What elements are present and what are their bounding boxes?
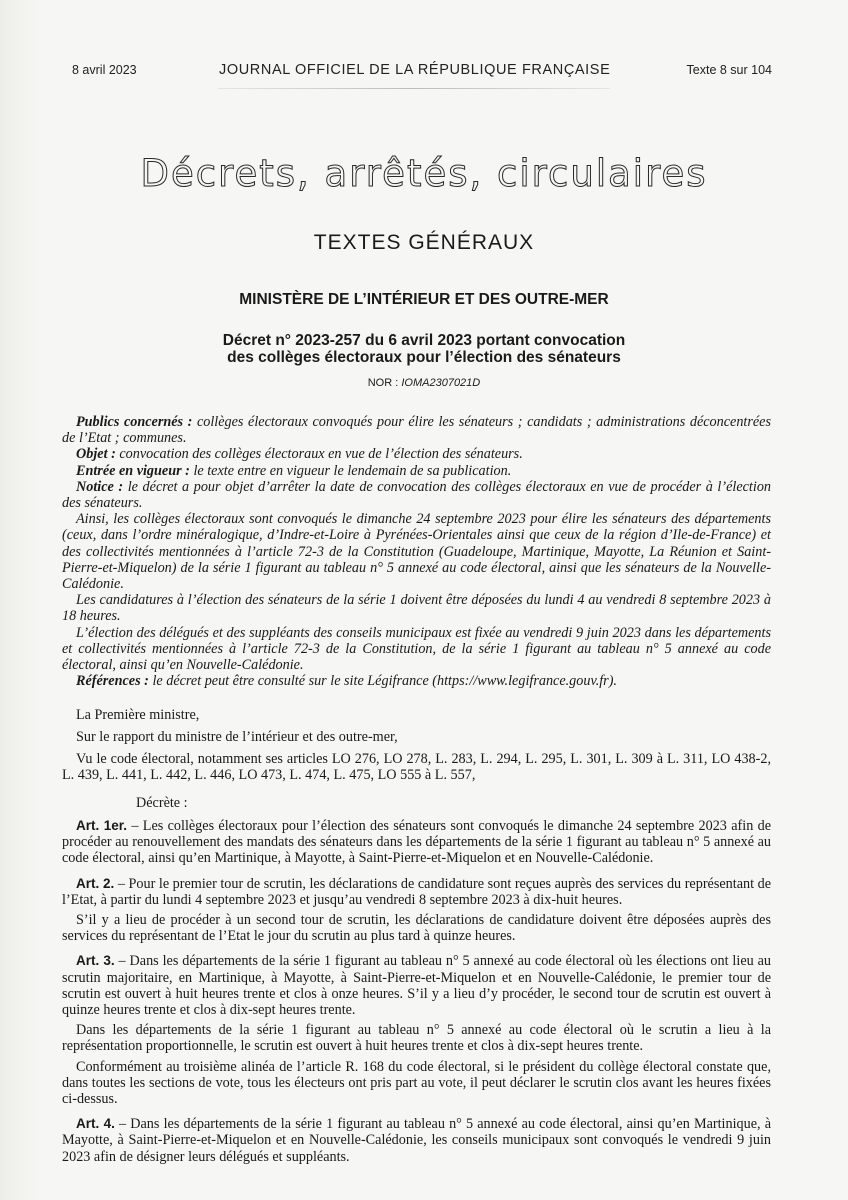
summary-publics [62, 414, 771, 446]
article-3-label: Art. 3. [76, 953, 115, 969]
article-3-text: – Dans les départements de la série 1 figurant au tableau n° 5 annexé au code électoral où les élections ont lieu au scrutin majoritaire, en Martinique, à Mayotte, à Saint-Pierre-et-Miquelon et en Nouvelle-Calédonie, le premier tour de scrutin est ouvert à huit heures trente et clos à onze heures. S’il y a lieu d’y procéder, le second tour de scrutin est ouvert à quinze heures trente et clos à dix-sept heures trente. [62, 953, 771, 1019]
objet-text: convocation des collèges électoraux en vue de l’élection des sénateurs. [115, 446, 523, 463]
summary-election: L’élection des délégués et des suppléants des conseils municipaux est fixée au vendredi 9 juin 2023 dans les départements et collectivités mentionnées à l’article 72-3 de la Constitution, de la série 1 figurant au tableau n° 5 annexé au code électoral, ainsi qu’en Nouvelle-Calédonie. [62, 624, 771, 674]
preamble [62, 707, 771, 783]
article-2 [62, 876, 771, 908]
article-3-paragraph-2: Dans les départements de la série 1 figurant au tableau n° 5 annexé au code électoral où le scrutin a lieu à la représentation proportionnelle, le scrutin est ouvert à huit heures trente et clos à dix-sept heures trente. [62, 1022, 771, 1055]
header-journal-title: JOURNAL OFFICIEL DE LA RÉPUBLIQUE FRANÇAISE [219, 62, 611, 78]
summary-objet [62, 446, 771, 462]
publics-label: Publics concernés : [76, 414, 193, 430]
summary-references [62, 673, 771, 689]
preamble-premiere: La Première ministre, [76, 707, 200, 723]
decree-title [0, 332, 848, 366]
summary-notice [62, 479, 771, 511]
entree-text: le texte entre en vigueur le lendemain de sa publication. [189, 462, 512, 479]
textes-generaux-heading: TEXTES GÉNÉRAUX [313, 231, 535, 254]
article-3 [62, 953, 771, 1018]
decree-summary [62, 414, 771, 689]
references-text: le décret peut être consulté sur le site Légifrance (https://www.legifrance.gouv.fr). [148, 673, 617, 690]
decree-title-line1: Décret n° 2023-257 du 6 avril 2023 portant convocation [222, 332, 626, 349]
publics-text: collèges électoraux convoqués pour élire les sénateurs ; candidats ; administrations déconcentrées de l’Etat ; communes. [62, 414, 771, 447]
summary-entree [62, 463, 771, 479]
summary-ainsi: Ainsi, les collèges électoraux sont convoqués le dimanche 24 septembre 2023 pour élire les sénateurs des départements (ceux, dans l’ordre minéralogique, d’Indre-et-Loire à Pyrénées-Orientales ainsi que ceux de la région d’Ile-de-France) et des collectivités mentionnées à l’article 72-3 de la Constitution (Guadeloupe, Martinique, Mayotte, La Réunion et Saint-Pierre-et-Miquelon) de la série 1 figurant au tableau n° 5 annexé au code électoral, ainsi que les sénateurs de la Nouvelle-Calédonie. [62, 511, 771, 593]
articles [62, 818, 771, 1165]
objet-label: Objet : [76, 446, 116, 463]
ministry-heading: MINISTÈRE DE L’INTÉRIEUR ET DES OUTRE-MER [239, 291, 609, 308]
header-page-number: Texte 8 sur 104 [686, 63, 772, 77]
header-date: 8 avril 2023 [72, 63, 137, 77]
nor-reference [0, 377, 848, 389]
notice-text: le décret a pour objet d’arrêter la date de convocation des collèges électoraux en vue de procéder à l’élection des sénateurs. [62, 478, 772, 512]
article-1 [62, 818, 771, 867]
section-title: Décrets, arrêtés, circulaires [140, 152, 708, 195]
article-2-paragraph-2: S’il y a lieu de procéder à un second tour de scrutin, les déclarations de candidature doivent être déposées auprès des services du représentant de l’Etat le jour du scrutin au plus tard à quinze heures. [62, 912, 771, 945]
article-3-paragraph-3: Conformément au troisième alinéa de l’article R. 168 du code électoral, si le président du collège électoral constate que, dans toutes les sections de vote, tous les électeurs ont pris part au vote, il peut déclarer le scrutin clos avant les heures fixées ci-dessus. [62, 1058, 771, 1108]
article-4-text: – Dans les départements de la série 1 figurant au tableau n° 5 annexé au code électoral, ainsi qu’en Martinique, à Mayotte, à Saint-Pierre-et-Miquelon et en Nouvelle-Calédonie, les conseils municipaux sont convoqués le vendredi 9 juin 2023 afin de désigner leurs délégués et suppléants. [62, 1116, 772, 1165]
article-2-text: – Pour le premier tour de scrutin, les déclarations de candidature sont reçues auprès des services du représentant de l’Etat, à partir du lundi 4 septembre 2023 et jusqu’au vendredi 8 septembre 2023 à dix-huit heures. [62, 875, 771, 908]
article-1-label: Art. 1er. [76, 818, 128, 833]
notice-label: Notice : [76, 478, 124, 495]
decree-title-line2: des collèges électoraux pour l’élection des sénateurs [227, 349, 621, 366]
decrete-label: Décrète : [136, 795, 188, 811]
preamble-vu: Vu le code électoral, notamment ses articles LO 276, LO 278, L. 283, L. 294, L. 295, L. 301, L. 309 à L. 311, LO 438-2, L. 439, L. 441, L. 442, L. 446, LO 473, L. 474, L. 475, LO 555 à L. 557, [62, 751, 771, 783]
entree-label: Entrée en vigueur : [76, 462, 190, 479]
summary-candidatures: Les candidatures à l’élection des sénateurs de la série 1 doivent être déposées du lundi 4 au vendredi 8 septembre 2023 à 18 heures. [62, 592, 771, 625]
references-label: Références : [76, 673, 149, 690]
article-2-label: Art. 2. [76, 875, 115, 891]
article-4-label: Art. 4. [76, 1116, 115, 1132]
preamble-rapport: Sur le rapport du ministre de l’intérieur et des outre-mer, [76, 729, 398, 745]
article-4 [62, 1116, 771, 1165]
nor-code: IOMA2307021D [401, 377, 481, 389]
article-1-text: – Les collèges électoraux pour l’élection des sénateurs sont convoqués le dimanche 24 septembre 2023 afin de procéder au renouvellement des mandats des sénateurs dans les départements de la série 1 figurant au tableau n° 5 annexé au code électoral, ainsi qu’en Martinique, à Mayotte, à Saint-Pierre-et-Miquelon et en Nouvelle-Calédonie. [62, 818, 771, 867]
nor-label: NOR : [367, 377, 402, 389]
header-rule [218, 88, 610, 89]
